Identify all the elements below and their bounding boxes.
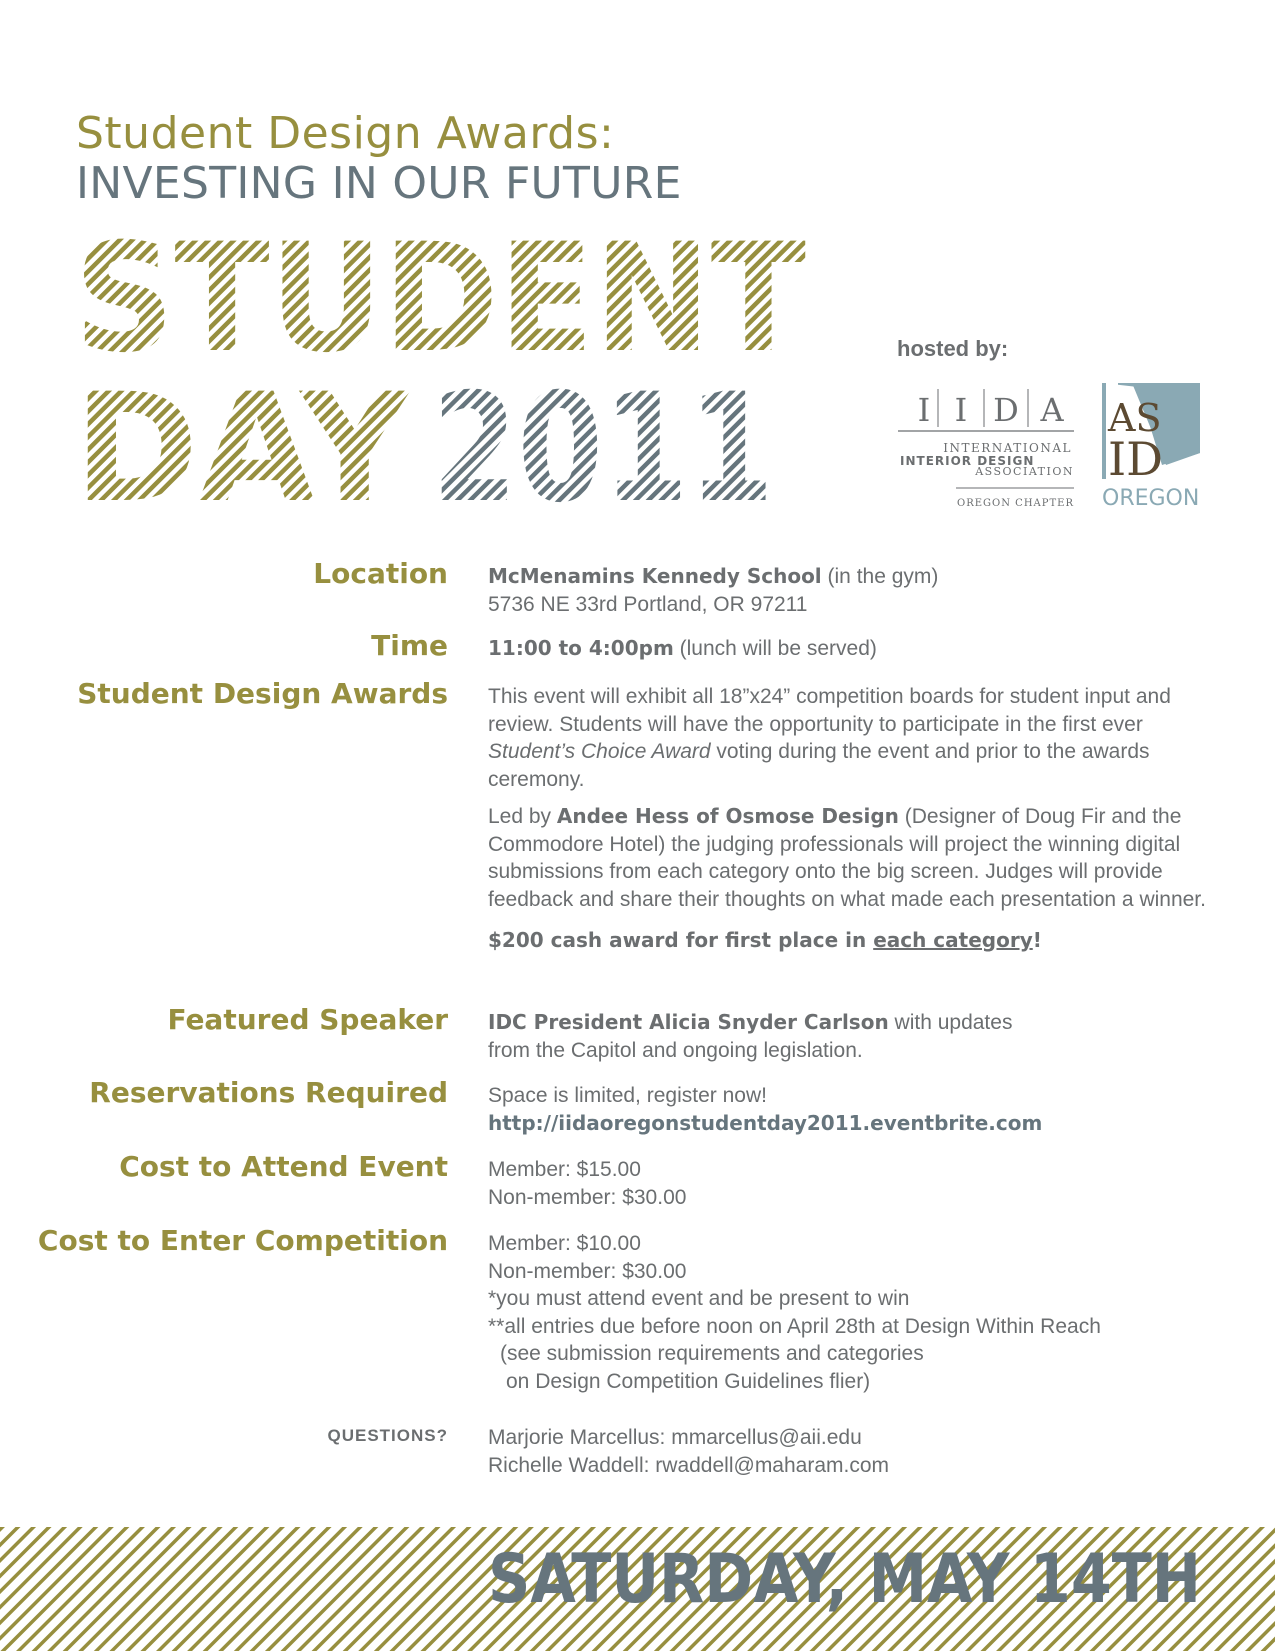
location-content (488, 563, 1218, 618)
speaker-label: Featured Speaker (167, 1003, 448, 1036)
judge-name: Andee Hess of Osmose Design (556, 804, 899, 828)
asid-logo (1102, 383, 1202, 511)
time-hours: 11:00 to 4:00pm (488, 636, 674, 660)
asid-region: OREGON (1102, 486, 1200, 511)
time-label: Time (371, 629, 448, 662)
iida-line3: ASSOCIATION (975, 465, 1074, 478)
cost-competition-label: Cost to Enter Competition (37, 1224, 448, 1257)
location-address: 5736 NE 33rd Portland, OR 97211 (488, 592, 808, 616)
location-venue-note: (in the gym) (827, 565, 939, 588)
header-subtitle: INVESTING IN OUR FUTURE (76, 158, 682, 209)
awards-paragraph-1: This event will exhibit all 18”x24” competition boards for student input and review. Students will have the opportunity to participate in the first ever Student’s Choice Award voting during the event and prior to the awards ceremony. (488, 685, 1171, 791)
reservations-content (488, 1082, 1218, 1137)
contact-1: Marjorie Marcellus: mmarcellus@aii.edu (488, 1426, 862, 1449)
cost-event-content (488, 1156, 1218, 1211)
big-title (60, 220, 820, 520)
speaker-content: IDC President Alicia Snyder Carlson with updates from the Capitol and ongoing legislation. (488, 1010, 1013, 1062)
time-content (488, 635, 1218, 663)
time-note: (lunch will be served) (679, 637, 877, 660)
cost-competition-content (488, 1230, 1218, 1395)
students-choice-award: Student’s Choice Award (488, 740, 711, 763)
competition-note-2: **all entries due before noon on April 28th at Design Within Reach (488, 1314, 1101, 1338)
cost-event-nonmember: Non-member: $30.00 (488, 1185, 687, 1209)
cost-competition-nonmember: Non-member: $30.00 (488, 1259, 687, 1283)
big-title-line1: STUDENT (74, 220, 806, 386)
location-label: Location (313, 557, 448, 590)
questions-label: QUESTIONS? (327, 1426, 448, 1445)
big-title-year: 2011 (432, 362, 774, 520)
iida-letter-4: A (1040, 391, 1064, 429)
location-venue: McMenamins Kennedy School (488, 564, 822, 588)
awards-paragraph-2: Led by Andee Hess of Osmose Design (Designer of Doug Fir and the Commodore Hotel) the judging professionals will project the winning digital submissions from each category onto the big screen. Judges will provide feedback and share their thoughts on what made each presentation a winner. (488, 804, 1206, 911)
awards-label: Student Design Awards (77, 677, 448, 710)
cost-competition-member: Member: $10.00 (488, 1232, 641, 1255)
iida-letter-2: I (954, 391, 968, 429)
cost-event-member: Member: $15.00 (488, 1158, 641, 1181)
header-title: Student Design Awards: (76, 108, 615, 159)
asid-mark-top: AS (1108, 396, 1162, 440)
awards-content (488, 683, 1213, 965)
contact-2: Richelle Waddell: rwaddell@maharam.com (488, 1453, 890, 1477)
asid-mark-bottom: ID (1108, 432, 1164, 486)
competition-note-3: (see submission requirements and categories (500, 1342, 924, 1365)
reservations-text: Space is limited, register now! (488, 1084, 767, 1107)
cost-event-label: Cost to Attend Event (119, 1150, 448, 1183)
cash-award: $200 cash award for first place in each category! (488, 928, 1042, 952)
questions-content (488, 1424, 1218, 1479)
iida-letter-3: D (993, 391, 1019, 429)
speaker-name: IDC President Alicia Snyder Carlson (488, 1010, 889, 1034)
footer-band (0, 1527, 1275, 1651)
competition-note-1: *you must attend event and be present to win (488, 1287, 910, 1310)
reservations-label: Reservations Required (89, 1076, 448, 1109)
big-title-day: DAY (74, 362, 412, 520)
hosted-by-label: hosted by: (897, 336, 1009, 361)
registration-link[interactable]: http://iidaoregonstudentday2011.eventbrite.com (488, 1110, 1043, 1135)
iida-line2: INTERIOR DESIGN (900, 454, 1035, 468)
each-category: each category (873, 928, 1033, 952)
iida-logo (898, 383, 1080, 511)
iida-letter-1: I (917, 391, 931, 429)
iida-line1: INTERNATIONAL (943, 441, 1072, 455)
competition-note-4: on Design Competition Guidelines flier) (506, 1369, 871, 1393)
event-date: SATURDAY, MAY 14TH (488, 1540, 1201, 1619)
iida-chapter: OREGON CHAPTER (957, 498, 1074, 509)
